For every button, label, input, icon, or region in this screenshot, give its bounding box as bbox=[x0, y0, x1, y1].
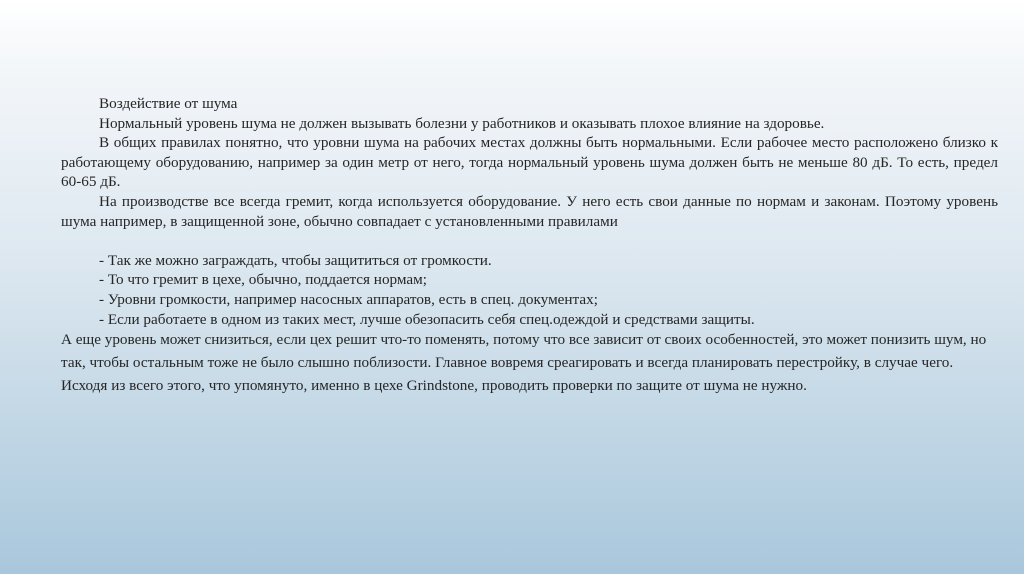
slide-text-block bbox=[61, 94, 998, 398]
paragraph-workplace-rules: В общих правилах понятно, что уровни шума на рабочих местах должны быть нормальными. Если рабочее место расположено близко к работающему оборудованию, например за один метр от него, тогда нормальный уровень шума должен быть не меньше 80 дБ. То есть, предел 60-65 дБ. bbox=[61, 134, 998, 191]
list-item: - То что гремит в цехе, обычно, поддается нормам; bbox=[99, 271, 427, 289]
paragraph-production: На производстве все всегда гремит, когда используется оборудование. У него есть свои данные по нормам и законам. Поэтому уровень шума например, в защищенной зоне, обычно совпадает с установленными правилами bbox=[61, 192, 998, 230]
paragraph-normal-level: Нормальный уровень шума не должен вызывать болезни у работников и оказывать плохое влияние на здоровье. bbox=[99, 114, 825, 132]
list-item: - Если работаете в одном из таких мест, лучше обезопасить себя спец.одеждой и средствами защиты. bbox=[99, 310, 755, 328]
closing-paragraph: А еще уровень может снизиться, если цех решит что-то поменять, потому что все зависит от своих особенностей, это может понизить шум, но так, чтобы остальным тоже не было слышно поблизости. Главное вовремя среагировать и всегда планировать перестройку, в случае чего. Исходя из всего этого, что упомянуто, именно в цехе Grindstone, проводить проверки по защите от шума не нужно. bbox=[61, 331, 987, 394]
spacer bbox=[61, 231, 998, 251]
document-heading: Воздействие от шума bbox=[99, 95, 238, 112]
list-item: - Так же можно заграждать, чтобы защититься от громкости. bbox=[99, 251, 492, 269]
list-item: - Уровни громкости, например насосных аппаратов, есть в спец. документах; bbox=[99, 290, 598, 308]
